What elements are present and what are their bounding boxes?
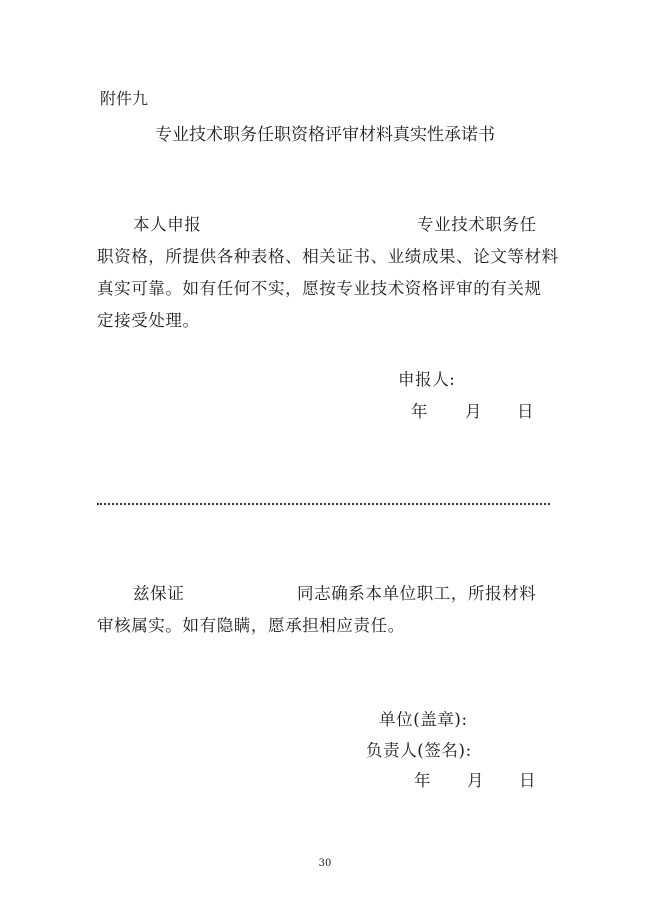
pledge-line1-end: 专业技术职务任 [417,215,537,234]
cert-line1-end: 同志确系本单位职工，所报材料 [297,584,537,603]
cert-date-month: 月 [467,771,485,790]
responsible-signature-label: 负责人(签名): [366,741,472,760]
pledge-line2: 职资格，所提供各种表格、相关证书、业绩成果、论文等材料 [97,247,559,266]
pledge-date-year: 年 [411,402,429,421]
section-divider [97,503,550,505]
pledge-date-month: 月 [465,402,483,421]
applicant-signature-label: 申报人: [398,370,456,389]
pledge-line3: 真实可靠。如有任何不实，愿按专业技术资格评审的有关规 [97,279,542,298]
document-title: 专业技术职务任职资格评审材料真实性承诺书 [155,125,495,145]
cert-date-day: 日 [519,771,537,790]
pledge-line1-start: 本人申报 [133,215,202,234]
pledge-line4: 定接受处理。 [97,311,200,330]
attachment-label: 附件九 [100,89,149,108]
pledge-date-day: 日 [517,402,535,421]
page-number: 30 [318,858,332,869]
cert-line1-start: 兹保证 [133,584,185,603]
cert-date-year: 年 [414,771,432,790]
unit-seal-label: 单位(盖章): [379,710,468,729]
cert-line2: 审核属实。如有隐瞒，愿承担相应责任。 [97,616,405,635]
